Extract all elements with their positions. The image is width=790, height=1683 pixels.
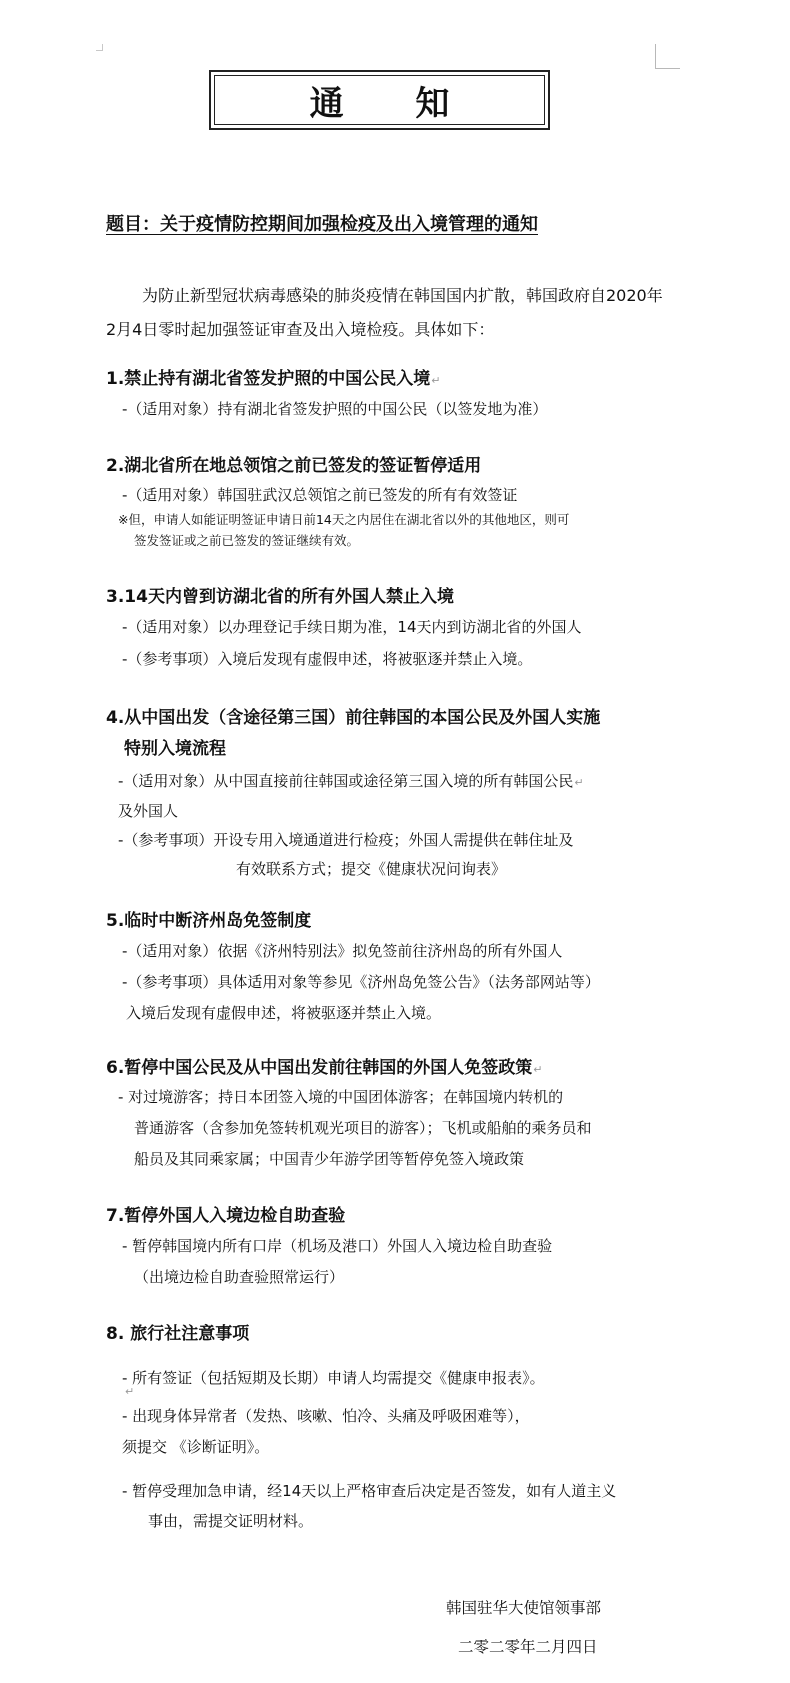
section-heading-2: 2.湖北省所在地总领馆之前已签发的签证暂停适用 (106, 456, 482, 476)
section-6-line-2: 普通游客（含参加免签转机观光项目的游客）；飞机或船舶的乘务员和 (134, 1119, 592, 1137)
section-8-line-4: - 暂停受理加急申请，经14天以上严格审查后决定是否签发，如有人道主义 (122, 1482, 617, 1500)
signature-date: 二零二零年二月四日 (458, 1638, 598, 1656)
section-7-line-1: - 暂停韩国境内所有口岸（机场及港口）外国人入境边检自助查验 (122, 1237, 553, 1255)
section-8-line-1: - 所有签证（包括短期及长期）申请人均需提交《健康申报表》。 (122, 1369, 545, 1387)
section-5-line-2: -（参考事项）具体适用对象等参见《济州岛免签公告》（法务部网站等） (122, 973, 600, 991)
section-3-line-1: -（适用对象）以办理登记手续日期为准，14天内到访湖北省的外国人 (122, 618, 582, 636)
section-4-line-3: -（参考事项）开设专用入境通道进行检疫；外国人需提供在韩住址及 (118, 831, 574, 849)
section-3-line-2: -（参考事项）入境后发现有虚假申述，将被驱逐并禁止入境。 (122, 650, 533, 668)
title-box (209, 70, 550, 130)
section-2-note-2: 签发签证或之前已签发的签证继续有效。 (134, 533, 360, 548)
section-5-line-1: -（适用对象）依据《济州特别法》拟免签前往济州岛的所有外国人 (122, 942, 563, 960)
section-heading-6: 6.暂停中国公民及从中国出发前往韩国的外国人免签政策↵ (106, 1058, 543, 1078)
section-6-line-3: 船员及其同乘家属；中国青少年游学团等暂停免签入境政策 (134, 1150, 525, 1168)
section-heading-3: 3.14天内曾到访湖北省的所有外国人禁止入境 (106, 587, 454, 607)
section-2-note-1: ※但，申请人如能证明签证申请日前14天之内居住在湖北省以外的其他地区，则可 (118, 512, 570, 527)
section-2-line-1: -（适用对象）韩国驻武汉总领馆之前已签发的所有有效签证 (122, 486, 518, 504)
section-7-line-2: （出境边检自助查验照常运行） (134, 1268, 345, 1286)
section-8-line-3: 须提交 《诊断证明》。 (122, 1438, 270, 1456)
section-4-line-2: 及外国人 (118, 802, 179, 820)
section-heading-8: 8. 旅行社注意事项 (106, 1324, 250, 1344)
return-mark: ↵ (125, 1385, 135, 1398)
section-5-line-3: 入境后发现有虚假申述，将被驱逐并禁止入境。 (126, 1004, 442, 1022)
section-heading-4-line-1: 4.从中国出发（含途径第三国）前往韩国的本国公民及外国人实施 (106, 708, 601, 728)
page-corner-mark-right (655, 44, 680, 69)
section-4-line-1: -（适用对象）从中国直接前往韩国或途径第三国入境的所有韩国公民↵ (118, 772, 584, 790)
document-title: 通 知 (309, 83, 480, 124)
section-8-line-5: 事由，需提交证明材料。 (148, 1512, 314, 1530)
section-1-line-1: -（适用对象）持有湖北省签发护照的中国公民（以签发地为准） (122, 400, 548, 418)
section-6-line-1: - 对过境游客；持日本团签入境的中国团体游客；在韩国境内转机的 (118, 1088, 564, 1106)
subject-line: 题目：关于疫情防控期间加强检疫及出入境管理的通知 (106, 214, 538, 235)
section-4-line-4: 有效联系方式；提交《健康状况问询表》 (236, 860, 507, 878)
section-heading-7: 7.暂停外国人入境边检自助查验 (106, 1206, 346, 1226)
section-heading-5: 5.临时中断济州岛免签制度 (106, 911, 312, 931)
intro-paragraph: 为防止新型冠状病毒感染的肺炎疫情在韩国国内扩散，韩国政府自2020年2月4日零时起加强签证审查及出入境检疫。具体如下： (106, 286, 663, 339)
section-heading-1: 1.禁止持有湖北省签发护照的中国公民入境↵ (106, 369, 441, 389)
signature-org: 韩国驻华大使馆领事部 (446, 1599, 602, 1617)
section-8-line-2: - 出现身体异常者（发热、咳嗽、怕冷、头痛及呼吸困难等）， (122, 1407, 530, 1425)
page-corner-mark-left (96, 44, 103, 51)
section-heading-4-line-2: 特别入境流程 (124, 739, 226, 759)
